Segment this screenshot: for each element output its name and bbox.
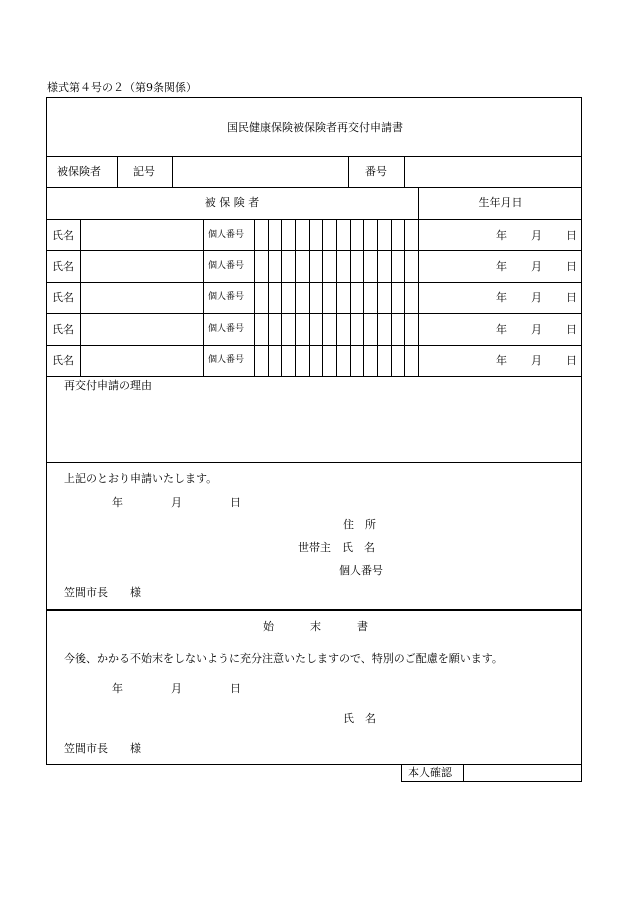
birth-month-label: 月 bbox=[531, 291, 542, 304]
person-name-field[interactable] bbox=[81, 220, 202, 249]
person-id-field[interactable] bbox=[255, 220, 417, 249]
personal-number-label: 個人番号 bbox=[339, 564, 383, 577]
birth-year-label: 年 bbox=[496, 260, 507, 273]
person-id-label: 個人番号 bbox=[208, 355, 245, 365]
number-field[interactable] bbox=[405, 157, 581, 186]
apology-name-field[interactable] bbox=[385, 708, 575, 728]
birth-day-label: 日 bbox=[566, 260, 577, 273]
person-name-field[interactable] bbox=[81, 346, 202, 375]
person-id-field[interactable] bbox=[255, 283, 417, 312]
birth-year-label: 年 bbox=[496, 323, 507, 336]
birth-day-label: 日 bbox=[566, 323, 577, 336]
birth-day-label: 日 bbox=[566, 229, 577, 242]
insured-label: 被保険者 bbox=[57, 165, 101, 178]
apology-year-label: 年 bbox=[112, 682, 123, 695]
birthdate-header: 生年月日 bbox=[478, 196, 523, 209]
birth-month-label: 月 bbox=[531, 354, 542, 367]
personal-number-field[interactable] bbox=[392, 560, 575, 580]
birth-month-label: 月 bbox=[531, 323, 542, 336]
application-year-label: 年 bbox=[112, 496, 123, 509]
apology-day-label: 日 bbox=[230, 682, 241, 695]
symbol-field[interactable] bbox=[173, 157, 347, 186]
householder-name-field[interactable] bbox=[385, 537, 575, 557]
person-name-label: 氏名 bbox=[52, 354, 74, 367]
apology-addressee: 笠間市長 様 bbox=[64, 742, 141, 755]
page-title: 国民健康保険被保険者再交付申請書 bbox=[227, 121, 403, 134]
person-id-label: 個人番号 bbox=[208, 261, 245, 271]
birth-month-label: 月 bbox=[531, 260, 542, 273]
identity-check-label: 本人確認 bbox=[408, 766, 452, 779]
person-name-label: 氏名 bbox=[52, 229, 74, 242]
person-id-field[interactable] bbox=[255, 314, 417, 344]
reason-field[interactable] bbox=[47, 394, 581, 461]
symbol-label: 記号 bbox=[133, 165, 155, 178]
householder-name-label: 世帯主 氏 名 bbox=[298, 541, 375, 554]
birth-day-label: 日 bbox=[566, 291, 577, 304]
person-name-field[interactable] bbox=[81, 283, 202, 312]
person-id-label: 個人番号 bbox=[208, 292, 245, 302]
person-id-label: 個人番号 bbox=[208, 230, 245, 240]
address-label: 住 所 bbox=[343, 518, 376, 531]
address-field[interactable] bbox=[385, 514, 575, 534]
person-name-label: 氏名 bbox=[52, 323, 74, 336]
apology-title-2: 末 bbox=[310, 620, 321, 633]
form-number: 様式第４号の２（第9条関係） bbox=[47, 81, 197, 94]
person-name-field[interactable] bbox=[81, 251, 202, 281]
birth-day-label: 日 bbox=[566, 354, 577, 367]
person-id-label: 個人番号 bbox=[208, 324, 245, 334]
person-name-field[interactable] bbox=[81, 314, 202, 344]
person-id-field[interactable] bbox=[255, 251, 417, 281]
application-day-label: 日 bbox=[230, 496, 241, 509]
birth-year-label: 年 bbox=[496, 229, 507, 242]
identity-check-field[interactable] bbox=[464, 765, 581, 781]
application-addressee: 笠間市長 様 bbox=[64, 586, 141, 599]
number-label: 番号 bbox=[365, 165, 387, 178]
apology-title-1: 始 bbox=[263, 620, 274, 633]
insured-persons-header: 被 保 険 者 bbox=[204, 196, 260, 209]
application-statement: 上記のとおり申請いたします。 bbox=[64, 472, 218, 485]
person-name-label: 氏名 bbox=[52, 291, 74, 304]
birth-year-label: 年 bbox=[496, 291, 507, 304]
birth-month-label: 月 bbox=[531, 229, 542, 242]
person-id-field[interactable] bbox=[255, 346, 417, 375]
apology-title-3: 書 bbox=[357, 620, 368, 633]
application-month-label: 月 bbox=[171, 496, 182, 509]
reason-label: 再交付申請の理由 bbox=[64, 379, 152, 392]
person-name-label: 氏名 bbox=[52, 260, 74, 273]
apology-month-label: 月 bbox=[171, 682, 182, 695]
birth-year-label: 年 bbox=[496, 354, 507, 367]
apology-name-label: 氏 名 bbox=[343, 712, 376, 725]
apology-statement: 今後、かかる不始末をしないように充分注意いたしますので、特別のご配慮を願います。 bbox=[64, 652, 503, 665]
